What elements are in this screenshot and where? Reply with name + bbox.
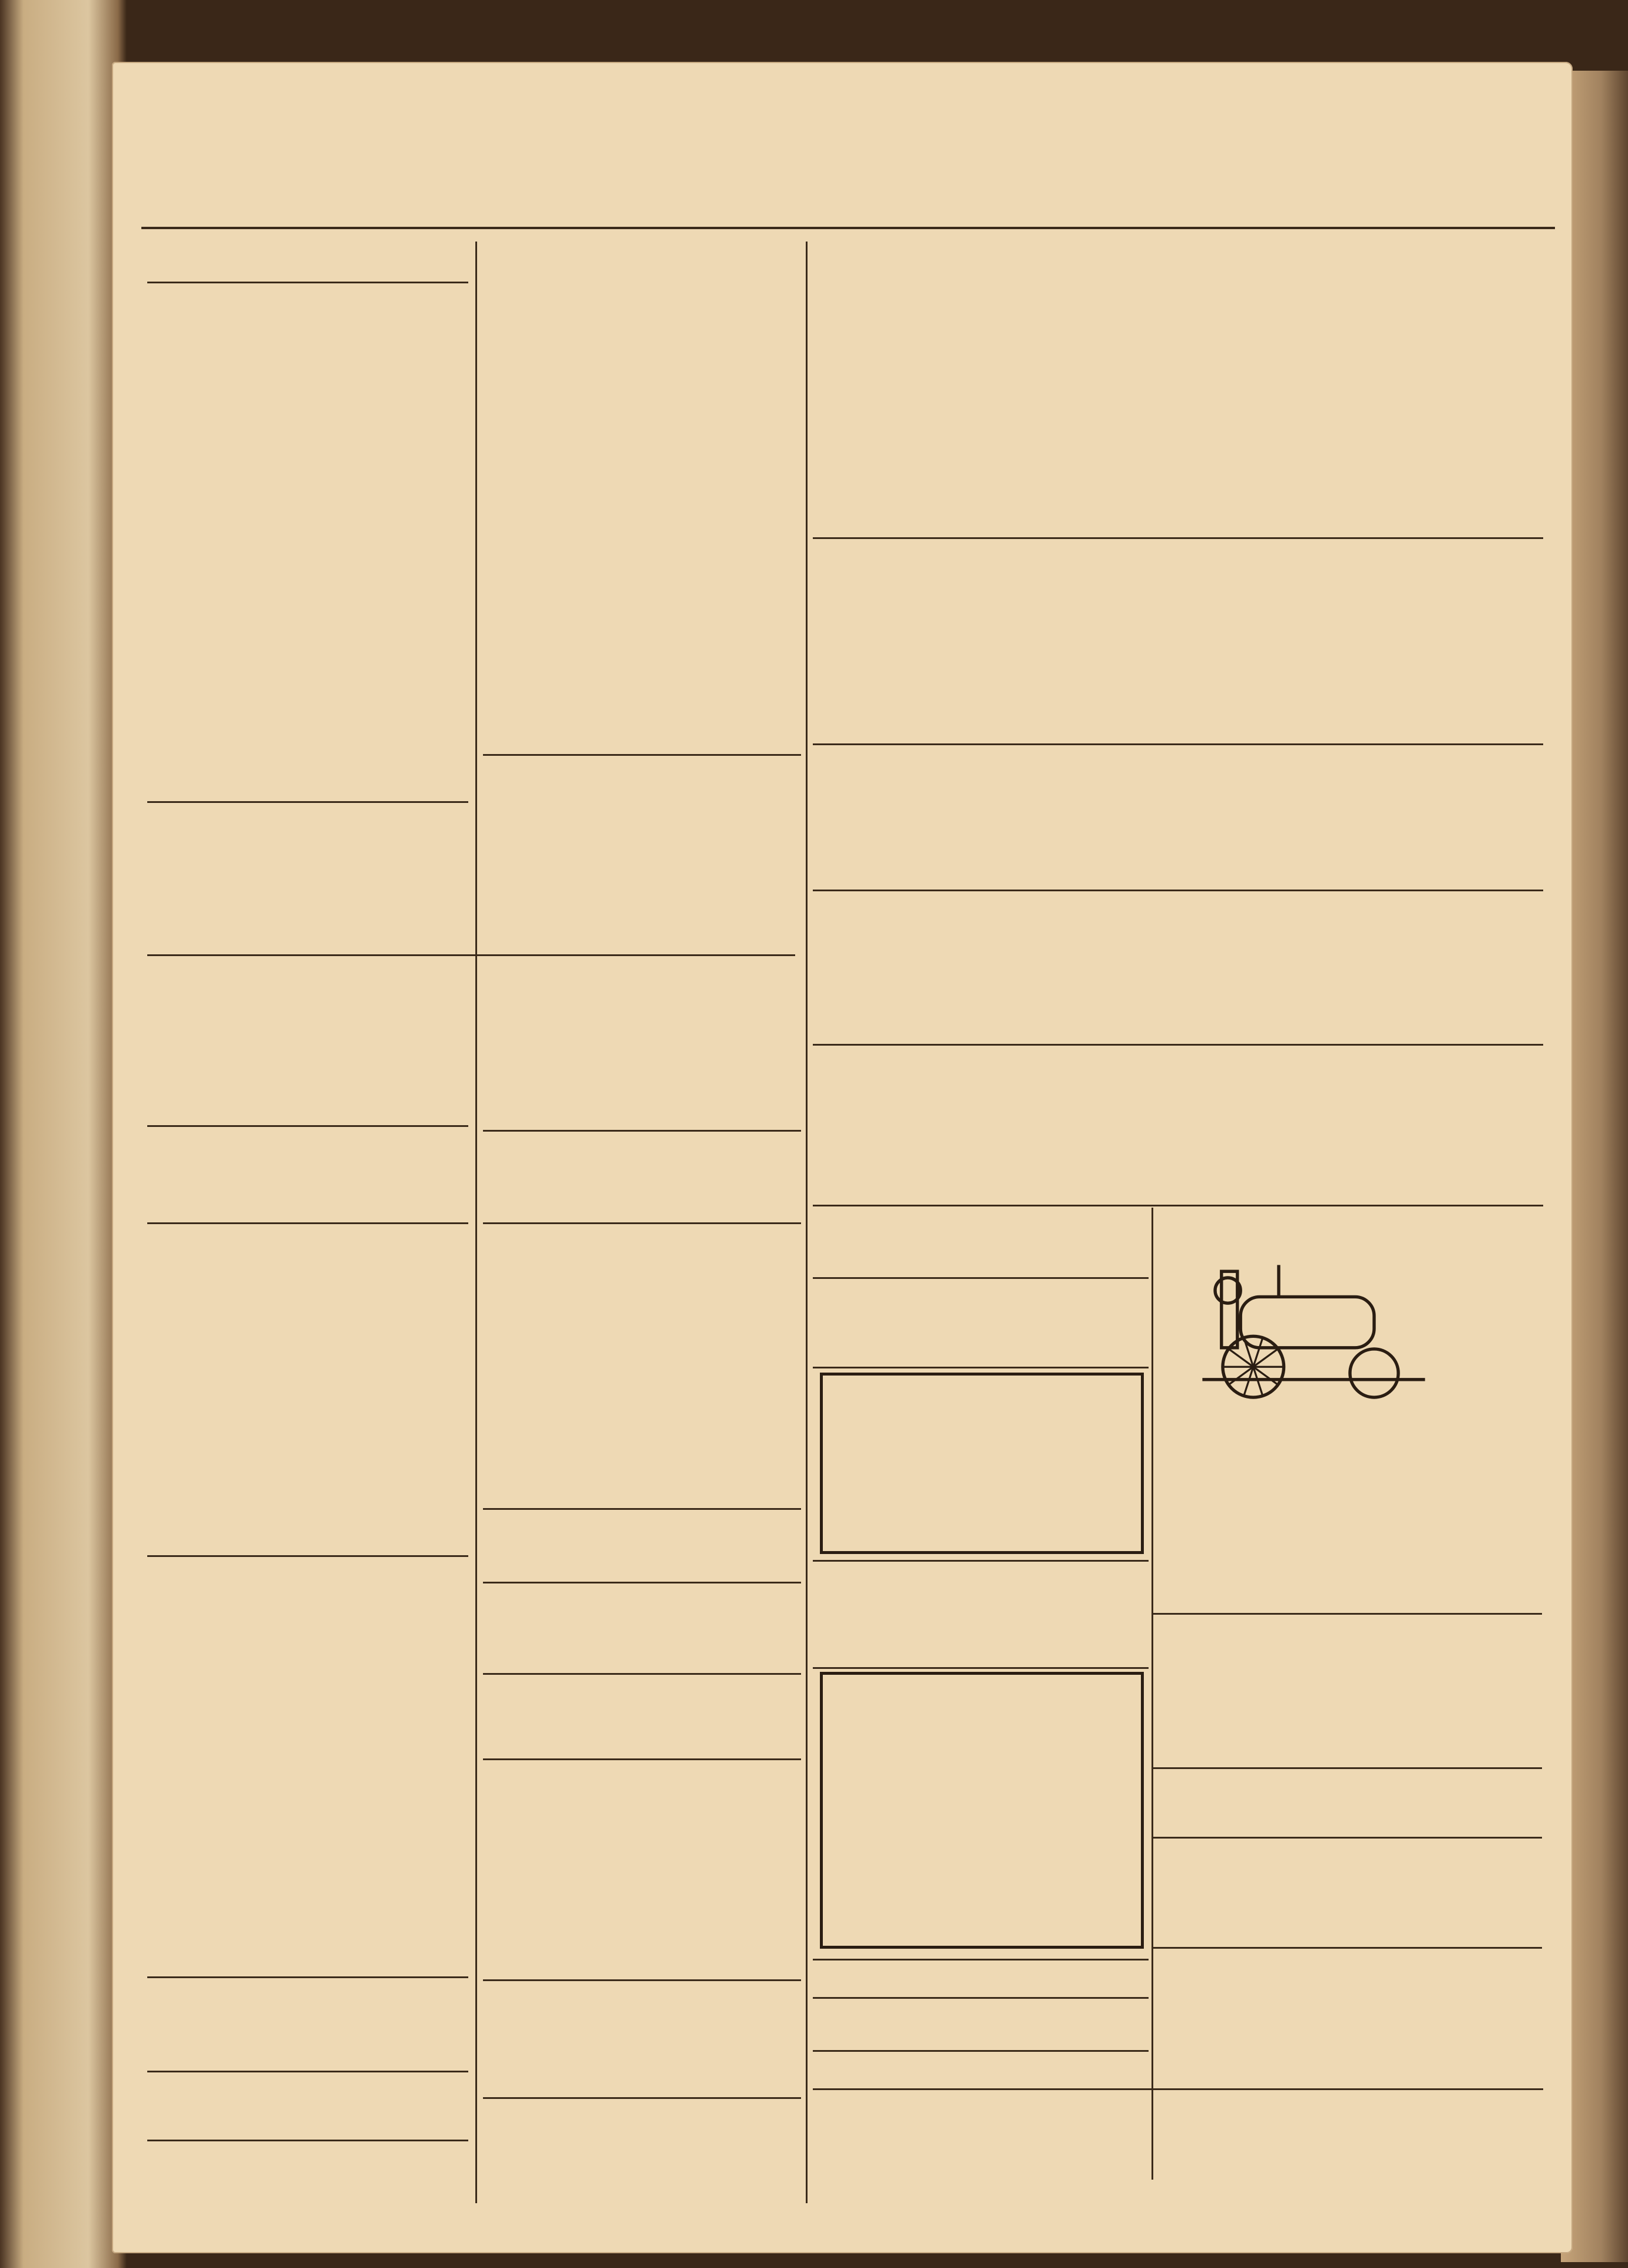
rule	[147, 2071, 468, 2072]
rule	[813, 1205, 1543, 1206]
rule	[813, 1277, 1149, 1279]
nur-ad-box	[820, 1672, 1144, 1949]
rule	[483, 754, 801, 756]
rule	[813, 2050, 1149, 2052]
rule	[483, 2097, 801, 2099]
rule	[483, 1222, 801, 1224]
rule	[813, 537, 1543, 539]
rule	[483, 1130, 801, 1132]
rule	[813, 1959, 1149, 1960]
rule	[813, 1560, 1149, 1562]
locomobile-illustration	[1181, 1246, 1440, 1405]
book-spine-left-page	[0, 0, 127, 2268]
rule	[1153, 1837, 1542, 1839]
rule	[147, 1555, 468, 1557]
column-rule-4	[1151, 2091, 1153, 2180]
rule	[813, 890, 1543, 891]
rule	[1153, 1613, 1542, 1615]
rule	[147, 2140, 468, 2141]
masthead-rule	[141, 227, 1555, 229]
rule	[483, 1582, 801, 1583]
rule	[813, 1044, 1543, 1046]
rule	[147, 1125, 468, 1127]
column-rule-1	[475, 242, 477, 2203]
rule	[1153, 1767, 1542, 1769]
rule	[813, 2088, 1543, 2090]
rule	[147, 282, 468, 283]
rule	[483, 1508, 801, 1510]
rule	[813, 1667, 1149, 1669]
rule	[1153, 1947, 1542, 1949]
column-rule-2	[806, 242, 808, 2203]
rule	[147, 801, 468, 803]
rule	[147, 954, 795, 956]
rule	[813, 1367, 1149, 1368]
column-rule-3	[1151, 1208, 1153, 2127]
rule	[483, 1673, 801, 1675]
rule	[813, 743, 1543, 745]
rule	[147, 1222, 468, 1224]
rule	[813, 1997, 1149, 1999]
rule	[483, 1758, 801, 1760]
chocolate-ad-box	[820, 1373, 1144, 1554]
rule	[147, 1976, 468, 1978]
rule	[483, 1979, 801, 1981]
